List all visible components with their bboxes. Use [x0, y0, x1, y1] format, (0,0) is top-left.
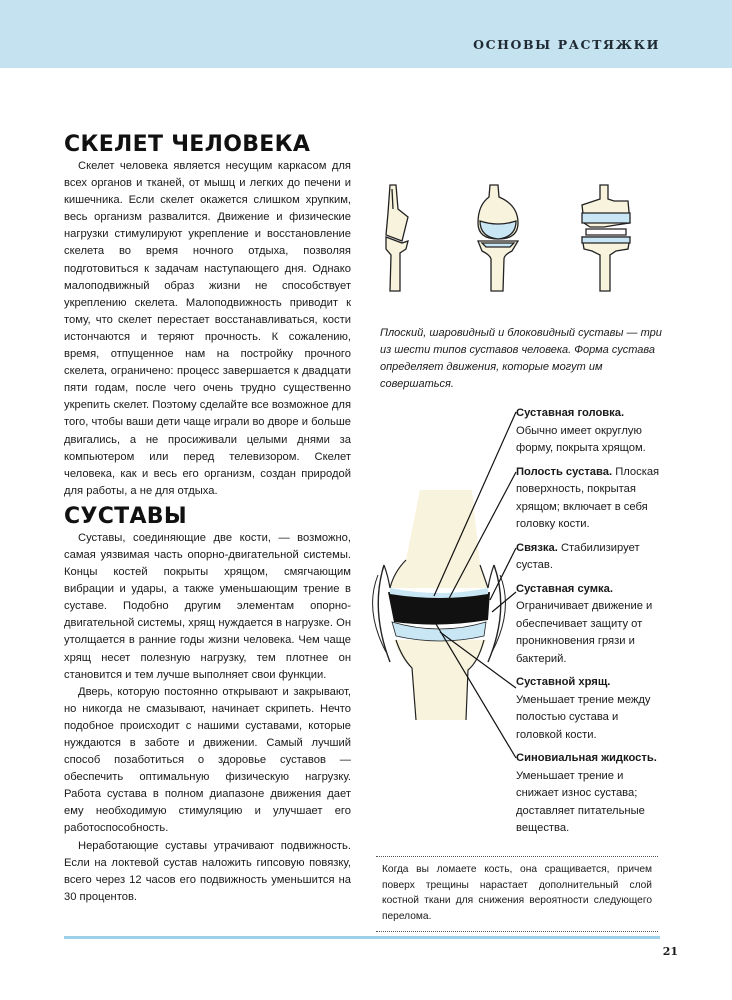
joints-heading: СУСТАВЫ — [64, 503, 187, 529]
joints-paragraph-3: Неработающие суставы утрачивают подвижность. Если на локтевой сустав наложить гипсовую повязку, всего через 12 часов его подвижность уменьшится на 30 процентов. — [64, 839, 351, 903]
label-joint-capsule-title: Суставная сумка. — [516, 582, 613, 595]
ball-joint-illustration — [478, 185, 518, 291]
figure-caption: Плоский, шаровидный и блоковидный суставы — три из шести типов суставов человека. Форма сустава определяет движения, которые могут им совершаться. — [380, 327, 662, 390]
label-ligament-text: Стабилизирует сустав. — [516, 541, 640, 571]
joint-anatomy-illustration — [360, 400, 520, 860]
fact-note-box — [376, 856, 658, 932]
label-joint-cavity — [516, 464, 666, 534]
label-synovial-fluid — [516, 750, 666, 838]
running-header-title: ОСНОВЫ РАСТЯЖКИ — [473, 37, 660, 52]
skeleton-heading: СКЕЛЕТ ЧЕЛОВЕКА — [64, 132, 311, 157]
label-joint-cavity-title: Полость сустава. — [516, 465, 613, 478]
label-articular-cartilage-title: Суставной хрящ. — [516, 676, 611, 688]
label-ligament — [516, 540, 666, 575]
joint-types-illustration — [378, 183, 666, 295]
label-joint-head — [516, 405, 666, 458]
label-articular-cartilage-text: Уменьшает трение между полостью сустава и головкой кости. — [516, 693, 651, 741]
skeleton-paragraph: Скелет человека является несущим каркасом для всех органов и тканей, от мышц и легких до печени и кишечника. Если скелет окажется слишком хрупким, весь организм развалится. Движение и физические нагрузки стимулируют укрепление и восстановление скелета во время ночного отдыха, позволяя подготовиться к задачам наступающего дня. Однако малоподвижный образ жизни не способствует укреплению скелета. Малоподвижность приводит к тому, что скелет перестает восстанавливаться, кости истончаются и теряют прочность. К сожалению, время, отпущенное нам на постройку прочного скелета, ограничено: процесс завершается к двадцати пяти годам, после чего очень трудно существенно укрепить скелет. Поэтому сделайте все возможное для того, чтобы ваши дети чаще играли во дворе и больше двигались, а не просиживали целыми днями за компьютером или перед телевизором. Скелет человека, как и весь его организм, создан природой для работы, а не для отдыха. — [64, 160, 352, 497]
joints-paragraph-2: Дверь, которую постоянно открывают и закрывают, но никогда не смазывают, начинает скрипеть. Нечто подобное происходит с нашими суставами, которые нуждаются в заботе и движении. Самый лучший способ позаботиться о здоровье суставов — обеспечить оптимальную физическую нагрузку. Работа сустава в полном диапазоне движения дает ему необходимую стимуляцию и улучшает его работоспособность. — [64, 685, 351, 835]
label-synovial-fluid-title: Синовиальная жидкость. — [516, 752, 657, 764]
main-text-column — [64, 132, 351, 906]
label-joint-head-title: Суставная головка. — [516, 407, 625, 419]
fact-note-text: Когда вы ломаете кость, она сращивается, причем поверх трещины нарастает дополнительный слой костной ткани для снижения вероятности следующего перелома. — [382, 864, 652, 922]
header-band — [0, 0, 732, 68]
label-synovial-fluid-text: Уменьшает трение и снижает износ сустава; доставляет питательные вещества. — [516, 769, 645, 834]
joints-paragraph-1: Суставы, соединяющие две кости, — возможно, самая уязвимая часть опорно-двигательной системы. Концы костей покрыты хрящом, смягчающим вибрации и удары, а также уменьшающим трение в суставе. Подобно другим элементам опорно-двигательной системы, хрящ нуждается в нагрузке. Он утолщается в ранние годы жизни человека. Чем чаще хрящ несет полезную нагрузку, тем плотнее он становится и тем лучше выполняет свои функции. — [64, 531, 351, 681]
joint-labels — [516, 405, 666, 838]
plane-joint-illustration — [386, 185, 408, 291]
hinge-joint-illustration — [582, 185, 630, 291]
label-joint-capsule — [516, 581, 666, 669]
label-joint-head-text: Обычно имеет округлую форму, покрыта хрящом. — [516, 424, 646, 454]
footer-rule — [64, 936, 660, 939]
label-joint-cavity-text: Плоская поверхность, покрытая хрящом; включает в себя головку кости. — [516, 465, 660, 530]
label-articular-cartilage — [516, 674, 666, 744]
page-number: 21 — [662, 945, 678, 958]
label-ligament-title: Связка. — [516, 541, 558, 554]
label-joint-capsule-text: Ограничивает движение и обеспечивает защиту от проникновения грязи и бактерий. — [516, 600, 653, 665]
